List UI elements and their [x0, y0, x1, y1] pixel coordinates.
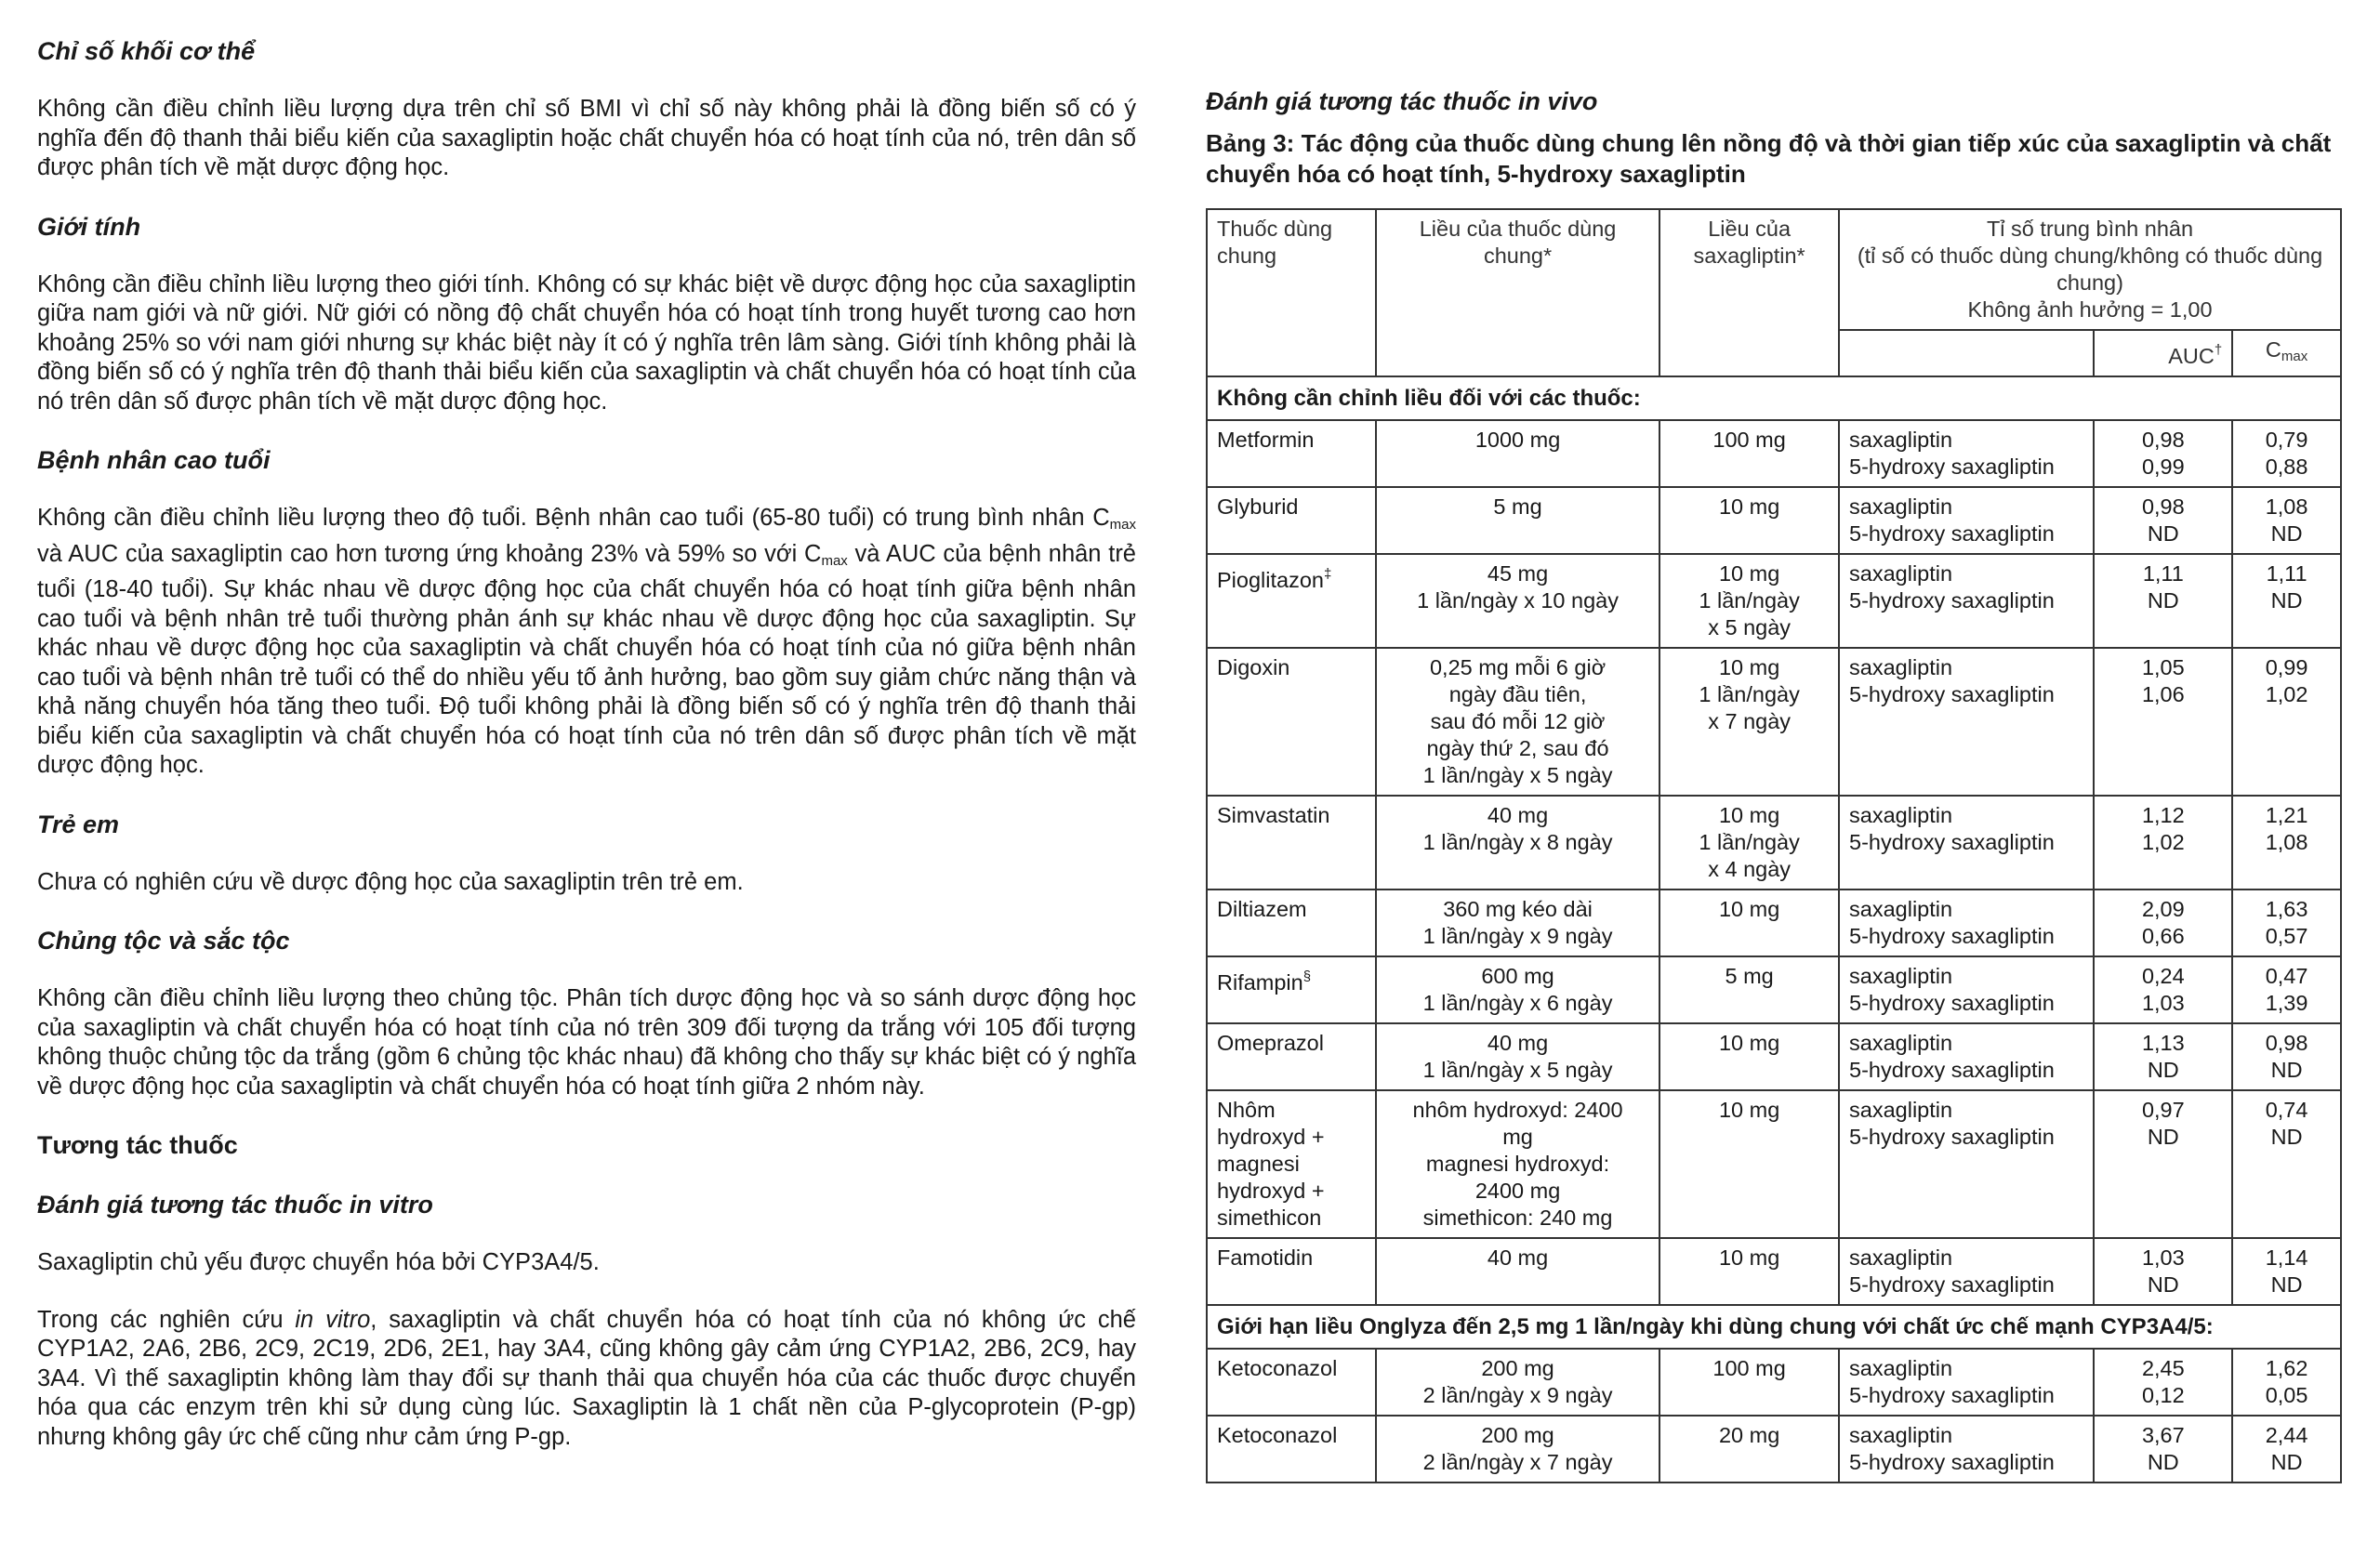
- header-auc: AUC†: [2094, 330, 2232, 376]
- auc-ratio: 3,67 ND: [2094, 1416, 2232, 1483]
- auc-ratio: 2,45 0,12: [2094, 1349, 2232, 1416]
- drug-name: Rifampin§: [1207, 956, 1376, 1023]
- drug-dose: 40 mg: [1376, 1238, 1659, 1305]
- left-column: [37, 35, 1136, 1480]
- cmax-ratio: 1,21 1,08: [2232, 796, 2341, 890]
- saxagliptin-dose: 10 mg 1 lần/ngày x 7 ngày: [1659, 648, 1839, 796]
- right-column: [1206, 86, 2349, 1483]
- elderly-text-3: và AUC của bệnh nhân trẻ tuổi (18-40 tuổi). Sự khác nhau về dược động học của chất chuyển hóa có hoạt tính giữa bệnh nhân cao tuổi và bệnh nhân trẻ tuổi thường phản ánh sự khác nhau về dược động học của saxagliptin. Sự khác nhau về dược động học của saxagliptin và chất chuyển hóa có hoạt tính của nó giữa bệnh nhân cao tuổi và bệnh nhân trẻ tuổi có thể do nhiều yếu tố ảnh hưởng, bao gồm suy giảm chức năng thận và khả năng chuyển hóa tăng theo tuổi. Độ tuổi không phải là đồng biến số có ý nghĩa trên độ thanh thải biểu kiến của saxagliptin và chất chuyển hóa có hoạt tính của nó trên dân số được phân tích về mặt dược động học.: [37, 540, 1136, 778]
- drug-name: Ketoconazol: [1207, 1416, 1376, 1483]
- invitro-text-c: , saxagliptin và chất chuyển hóa có hoạt tính của nó không ức chế CYP1A2, 2A6, 2B6, 2C9, 2C19, 2D6, 2E1, hay 3A4, cũng không gây cảm ứng CYP1A2, 2B6, 2C9, hay 3A4. Vì thế saxagliptin không làm thay đổi sự thanh thải qua chuyển hóa của các thuốc được chuyển hóa qua các enzym trên khi sử dụng cùng lúc. Saxagliptin là 1 chất nền của P-glycoprotein (P-gp) nhưng không gây ức chế cũng như cảm ứng P-gp.: [37, 1306, 1136, 1450]
- elderly-text-1: Không cần điều chỉnh liều lượng theo độ tuổi. Bệnh nhân cao tuổi (65-80 tuổi) có trung bình nhân C: [37, 505, 1110, 531]
- table-row: [1207, 1238, 2341, 1305]
- gender-heading: Giới tính: [37, 212, 141, 241]
- analyte: saxagliptin 5-hydroxy saxagliptin: [1839, 1023, 2094, 1090]
- drug-dose: 200 mg 2 lần/ngày x 7 ngày: [1376, 1416, 1659, 1483]
- drug-dose: 200 mg 2 lần/ngày x 9 ngày: [1376, 1349, 1659, 1416]
- auc-ratio: 1,11 ND: [2094, 554, 2232, 648]
- saxagliptin-dose: 100 mg: [1659, 1349, 1839, 1416]
- elderly-paragraph: [37, 504, 1136, 781]
- table-row: [1207, 796, 2341, 890]
- invivo-heading: Đánh giá tương tác thuốc in vivo: [1206, 87, 1598, 115]
- header-cmax: $C_{max}$: [2232, 330, 2341, 376]
- analyte: saxagliptin 5-hydroxy saxagliptin: [1839, 554, 2094, 648]
- invitro-text-a: Trong các nghiên cứu: [37, 1306, 296, 1333]
- analyte: saxagliptin 5-hydroxy saxagliptin: [1839, 796, 2094, 890]
- cmax-subscript: max: [1109, 517, 1136, 533]
- section-label: Không cần chỉnh liều đối với các thuốc:: [1207, 376, 2341, 420]
- table-row: [1207, 1023, 2341, 1090]
- drug-dose: 40 mg 1 lần/ngày x 8 ngày: [1376, 796, 1659, 890]
- drug-dose: 45 mg 1 lần/ngày x 10 ngày: [1376, 554, 1659, 648]
- saxagliptin-dose: 100 mg: [1659, 420, 1839, 487]
- interaction-heading: Tương tác thuốc: [37, 1131, 238, 1159]
- analyte: saxagliptin 5-hydroxy saxagliptin: [1839, 956, 2094, 1023]
- drug-name: Pioglitazon‡: [1207, 554, 1376, 648]
- header-drug: Thuốc dùng chung: [1207, 209, 1376, 376]
- drug-name: Ketoconazol: [1207, 1349, 1376, 1416]
- saxagliptin-dose: 10 mg: [1659, 890, 1839, 956]
- drug-dose: 360 mg kéo dài 1 lần/ngày x 9 ngày: [1376, 890, 1659, 956]
- drug-name: Digoxin: [1207, 648, 1376, 796]
- table-body: [1207, 376, 2341, 1483]
- cmax-ratio: 0,99 1,02: [2232, 648, 2341, 796]
- auc-ratio: 0,98 0,99: [2094, 420, 2232, 487]
- header-ratio: Tỉ số trung bình nhân (tỉ số có thuốc dùng chung/không có thuốc dùng chung) Không ảnh hưởng = 1,00: [1839, 209, 2341, 330]
- saxagliptin-dose: 10 mg: [1659, 1238, 1839, 1305]
- table-row: [1207, 648, 2341, 796]
- table-row: [1207, 1349, 2341, 1416]
- bmi-heading: Chỉ số khối cơ thể: [37, 37, 256, 65]
- elderly-heading: Bệnh nhân cao tuổi: [37, 446, 271, 474]
- invitro-italic: in vitro: [295, 1306, 371, 1333]
- saxagliptin-dose: 5 mg: [1659, 956, 1839, 1023]
- gender-paragraph: Không cần điều chỉnh liều lượng theo giới tính. Không có sự khác biệt về dược động học của saxagliptin giữa nam giới và nữ giới. Nữ giới có nồng độ chất chuyển hóa có hoạt tính trong huyết tương cao hơn khoảng 25% so với nam giới nhưng sự khác biệt này ít có ý nghĩa trên lâm sàng. Giới tính không phải là đồng biến số có ý nghĩa trên độ thanh thải biểu kiến của saxagliptin và chất chuyển hóa có hoạt tính của nó trên dân số được phân tích về mặt dược động học.: [37, 270, 1136, 415]
- auc-ratio: 0,97 ND: [2094, 1090, 2232, 1238]
- cmax-ratio: 1,11 ND: [2232, 554, 2341, 648]
- cmax-ratio: 2,44 ND: [2232, 1416, 2341, 1483]
- invitro-paragraph-2: [37, 1306, 1136, 1453]
- drug-dose: 40 mg 1 lần/ngày x 5 ngày: [1376, 1023, 1659, 1090]
- auc-ratio: 2,09 0,66: [2094, 890, 2232, 956]
- header-dose: Liều của thuốc dùng chung*: [1376, 209, 1659, 376]
- section-row: [1207, 376, 2341, 420]
- auc-ratio: 0,98 ND: [2094, 487, 2232, 554]
- interaction-table: [1206, 208, 2342, 1483]
- drug-dose: 600 mg 1 lần/ngày x 6 ngày: [1376, 956, 1659, 1023]
- children-paragraph: Chưa có nghiên cứu về dược động học của saxagliptin trên trẻ em.: [37, 868, 744, 895]
- drug-dose: 1000 mg: [1376, 420, 1659, 487]
- invitro-paragraph-1: Saxagliptin chủ yếu được chuyển hóa bởi CYP3A4/5.: [37, 1249, 600, 1275]
- race-heading: Chủng tộc và sắc tộc: [37, 927, 290, 955]
- auc-ratio: 1,05 1,06: [2094, 648, 2232, 796]
- auc-ratio: 0,24 1,03: [2094, 956, 2232, 1023]
- section-label: Giới hạn liều Onglyza đến 2,5 mg 1 lần/ngày khi dùng chung với chất ức chế mạnh CYP3A4/5:: [1207, 1305, 2341, 1349]
- saxagliptin-dose: 10 mg 1 lần/ngày x 4 ngày: [1659, 796, 1839, 890]
- table-row: [1207, 956, 2341, 1023]
- saxagliptin-dose: 10 mg: [1659, 1090, 1839, 1238]
- cmax-ratio: 0,98 ND: [2232, 1023, 2341, 1090]
- analyte: saxagliptin 5-hydroxy saxagliptin: [1839, 1238, 2094, 1305]
- analyte: saxagliptin 5-hydroxy saxagliptin: [1839, 420, 2094, 487]
- children-heading: Trẻ em: [37, 810, 120, 838]
- auc-ratio: 1,13 ND: [2094, 1023, 2232, 1090]
- drug-name: Nhôm hydroxyd + magnesi hydroxyd + simethicon: [1207, 1090, 1376, 1238]
- elderly-text-2: và AUC của saxagliptin cao hơn tương ứng khoảng 23% và 59% so với C: [37, 540, 822, 567]
- cmax-subscript: max: [821, 552, 848, 569]
- cmax-ratio: 1,62 0,05: [2232, 1349, 2341, 1416]
- analyte: saxagliptin 5-hydroxy saxagliptin: [1839, 1090, 2094, 1238]
- invitro-heading: Đánh giá tương tác thuốc in vitro: [37, 1191, 433, 1219]
- table-row: [1207, 1416, 2341, 1483]
- cmax-ratio: 0,47 1,39: [2232, 956, 2341, 1023]
- section-row: [1207, 1305, 2341, 1349]
- analyte: saxagliptin 5-hydroxy saxagliptin: [1839, 890, 2094, 956]
- drug-name: Metformin: [1207, 420, 1376, 487]
- drug-name: Simvastatin: [1207, 796, 1376, 890]
- analyte: saxagliptin 5-hydroxy saxagliptin: [1839, 648, 2094, 796]
- saxagliptin-dose: 10 mg 1 lần/ngày x 5 ngày: [1659, 554, 1839, 648]
- cmax-ratio: 0,74 ND: [2232, 1090, 2341, 1238]
- cmax-ratio: 1,14 ND: [2232, 1238, 2341, 1305]
- drug-name: Glyburid: [1207, 487, 1376, 554]
- auc-ratio: 1,12 1,02: [2094, 796, 2232, 890]
- table-row: [1207, 554, 2341, 648]
- bmi-paragraph: Không cần điều chỉnh liều lượng dựa trên chỉ số BMI vì chỉ số này không phải là đồng biến số có ý nghĩa đến độ thanh thải biểu kiến của saxagliptin hoặc chất chuyển hóa có hoạt tính của nó, trên dân số được phân tích về mặt dược động học.: [37, 96, 1136, 180]
- cmax-ratio: 1,08 ND: [2232, 487, 2341, 554]
- saxagliptin-dose: 20 mg: [1659, 1416, 1839, 1483]
- table-row: [1207, 487, 2341, 554]
- auc-ratio: 1,03 ND: [2094, 1238, 2232, 1305]
- footnote-mark: §: [1302, 969, 1312, 984]
- analyte: saxagliptin 5-hydroxy saxagliptin: [1839, 1349, 2094, 1416]
- drug-dose: nhôm hydroxyd: 2400 mg magnesi hydroxyd: 2400 mg simethicon: 240 mg: [1376, 1090, 1659, 1238]
- drug-dose: 0,25 mg mỗi 6 giờ ngày đầu tiên, sau đó mỗi 12 giờ ngày thứ 2, sau đó 1 lần/ngày x 5 ngày: [1376, 648, 1659, 796]
- table-caption: Bảng 3: Tác động của thuốc dùng chung lên nồng độ và thời gian tiếp xúc của saxagliptin và chất chuyển hóa có hoạt tính, 5-hydroxy saxagliptin: [1206, 129, 2332, 188]
- analyte: saxagliptin 5-hydroxy saxagliptin: [1839, 1416, 2094, 1483]
- drug-name: Famotidin: [1207, 1238, 1376, 1305]
- race-paragraph: Không cần điều chỉnh liều lượng theo chủng tộc. Phân tích dược động học và so sánh dược động học của saxagliptin và chất chuyển hóa có hoạt tính của nó trên 309 đối tượng da trắng với 105 đối tượng không thuộc chủng tộc da trắng (gồm 6 chủng tộc khác nhau) đã không cho thấy sự khác biệt có ý nghĩa về dược động học của saxagliptin và chất chuyển hóa có hoạt tính giữa 2 nhóm này.: [37, 985, 1136, 1100]
- cmax-ratio: 0,79 0,88: [2232, 420, 2341, 487]
- cmax-ratio: 1,63 0,57: [2232, 890, 2341, 956]
- table-row: [1207, 1090, 2341, 1238]
- drug-dose: 5 mg: [1376, 487, 1659, 554]
- analyte: saxagliptin 5-hydroxy saxagliptin: [1839, 487, 2094, 554]
- footnote-mark: ‡: [1323, 566, 1332, 582]
- header-analyte-blank: [1839, 330, 2094, 376]
- header-saxa-dose: Liều của saxagliptin*: [1659, 209, 1839, 376]
- table-row: [1207, 420, 2341, 487]
- drug-name: Diltiazem: [1207, 890, 1376, 956]
- drug-name: Omeprazol: [1207, 1023, 1376, 1090]
- table-row: [1207, 890, 2341, 956]
- saxagliptin-dose: 10 mg: [1659, 487, 1839, 554]
- saxagliptin-dose: 10 mg: [1659, 1023, 1839, 1090]
